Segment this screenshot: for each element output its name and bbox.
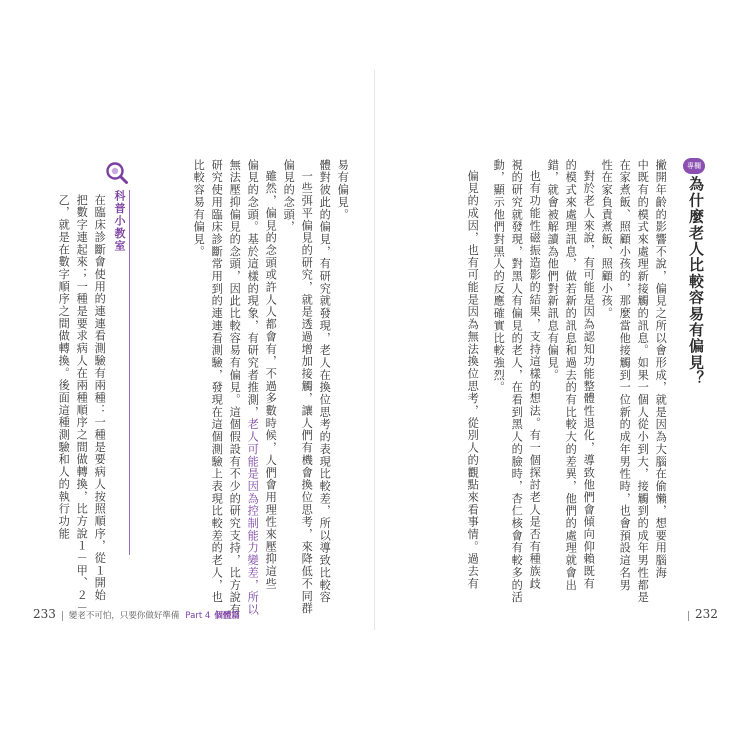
sidebar-line: 乙，就是在數字順序之間做轉換。後面這種測驗和人的執行功能: [57, 194, 71, 540]
gutter-line: [374, 70, 375, 630]
right-paragraph-line: 視的研究就發現，對黑人有偏見的老人，在看到黑人的臉時，杏仁核會有較多的活: [510, 159, 524, 604]
left-footer: [33, 607, 240, 621]
left-paragraph-line: [247, 159, 258, 616]
left-paragraph-line: 比較容易有偏見。: [192, 159, 206, 258]
left-paragraph-line: 雖然，偏見的念頭或許人人都會有，不過多數時候，人們會用理性來壓抑這些: [264, 170, 278, 590]
right-paragraph-line: 中既有的模式來處理新接觸的訊息。如果一個人從小到大，接觸到的成年男性都是: [636, 159, 650, 604]
footer-divider: [62, 611, 63, 621]
page-number-left: 233: [33, 607, 56, 621]
right-footer: [682, 607, 718, 621]
column-badge: 專欄: [683, 158, 705, 174]
left-paragraph-line: 偏見的念頭，: [282, 159, 296, 234]
sidebar-title: 科普小教室: [113, 190, 126, 253]
left-paragraph-line: 無法壓抑偏見的念頭，因此比較容易有偏見。這個假設有不少的研究支持，比方說有: [228, 159, 242, 616]
article-title: 為什麼老人比較容易有偏見？: [687, 176, 705, 387]
footer-divider: [688, 611, 689, 621]
part-label: Part 4: [185, 611, 211, 621]
right-paragraph-line: 對於老人來說，有可能是因為認知功能整體性退化，導致他們會傾向仰賴既有: [582, 170, 596, 590]
part-name: 個體篇: [214, 611, 240, 621]
left-paragraph-line: 一些弭平偏見的研究，就是透過增加接觸，讓人們有機會換位思考，來降低不同群: [300, 170, 314, 615]
right-paragraph-line: 在家煮飯、照顧小孩的，那麼當他接觸到一位新的成年男性時，也會預設這名男: [618, 159, 632, 592]
magnifier-icon: [104, 160, 130, 186]
right-paragraph-line: 錯，就會被解讀為他們對新訊息有偏見。: [546, 159, 560, 382]
right-paragraph-line: 的模式來處理訊息，做若新的訊息和過去的有比較大的差異，他們的處理就會出: [564, 159, 578, 592]
left-paragraph-line: 體對彼此的偏見，有研究就發現，老人在換位思考的表現比較差，所以導致比較容: [318, 159, 332, 604]
right-paragraph-line: 偏見的成因，也有可能是因為無法換位思考，從別人的觀點來看事情。過去有: [466, 170, 480, 590]
sidebar-rule: [129, 190, 130, 555]
left-paragraph-line: 研究使用臨床診斷常用到的連連看測驗，發現在這個測驗上表現比較差的老人，也: [210, 159, 224, 604]
right-paragraph-line: 性在家負責煮飯、照顧小孩。: [600, 159, 614, 320]
right-paragraph-line: 撇開年齡的影響不說，偏見之所以會形成，就是因為大腦在偷懶，想要用腦海: [654, 159, 668, 579]
left-line-text: 偏見的念頭。基於這樣的現象，有研究者推測，: [246, 159, 260, 419]
page-number-right: 232: [695, 607, 718, 621]
left-paragraph-line: 易有偏見。: [336, 159, 350, 221]
book-title: 變老不可怕，只要你做好準備: [68, 611, 180, 621]
sidebar-line: 在臨床診斷會使用的連連看測驗有兩種：一種是要病人按照順序，從１開始: [93, 194, 107, 602]
right-paragraph-line: 也有功能性磁振造影的結果，支持這樣的想法。有一個探討老人是否有種族歧: [528, 170, 542, 590]
sidebar-line: 把數字連起來；一種是要求病人在兩種順序之間做轉換，比方說１－甲、２－: [75, 194, 89, 614]
highlighted-phrase: 老人可能是因為控制能力變差，所以: [246, 418, 260, 616]
right-paragraph-line: 動，顯示他們對黑人的反應確實比較強烈。: [492, 159, 506, 394]
